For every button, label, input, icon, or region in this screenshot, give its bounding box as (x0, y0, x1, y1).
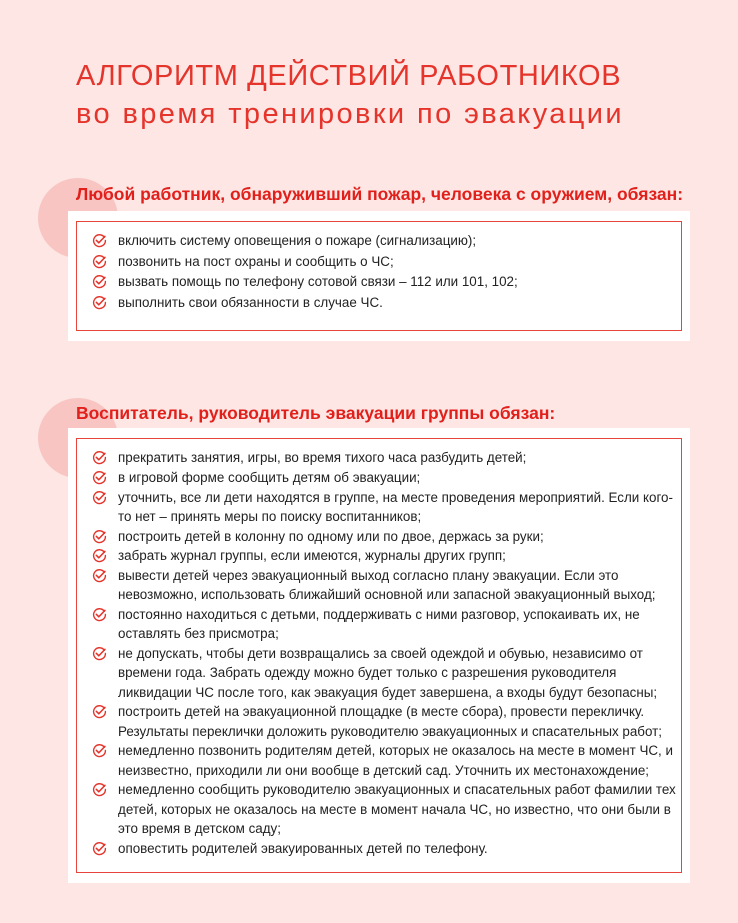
list-item (92, 644, 676, 702)
list-item-text: вызвать помощь по телефону сотовой связи – 112 или 101, 102; (118, 274, 518, 290)
check-circle-icon (92, 743, 107, 758)
section2-panel (68, 428, 690, 883)
list-item (92, 468, 676, 487)
list-item (92, 293, 676, 312)
check-circle-icon (92, 568, 107, 583)
list-item (92, 448, 676, 467)
check-circle-icon (92, 274, 107, 289)
check-circle-icon (92, 782, 107, 797)
check-circle-icon (92, 646, 107, 661)
list-item-text: построить детей в колонну по одному или по двое, держась за руки; (118, 528, 544, 544)
list-item-text: включить систему оповещения о пожаре (сигнализацию); (118, 233, 477, 248)
check-circle-icon (92, 704, 107, 719)
list-item (92, 231, 676, 250)
list-item-text: построить детей на эвакуационной площадке (в месте сбора), провести перекличку. Результаты переклички доложить руководителю эвакуационных и спасательных работ; (118, 704, 662, 739)
check-circle-icon (92, 295, 107, 310)
page-subtitle: во время тренировки по эвакуации (76, 98, 625, 130)
list-item (92, 488, 676, 526)
list-item-text: выполнить свои обязанности в случае ЧС. (118, 294, 383, 310)
section1-panel (68, 211, 690, 341)
list-item (92, 605, 676, 643)
list-item-text: уточнить, все ли дети находятся в группе, на месте проведения мероприятий. Если кого-то нет – принять меры по поиску воспитанников; (118, 489, 673, 524)
list-item (92, 272, 676, 291)
check-circle-icon (92, 254, 107, 269)
check-circle-icon (92, 470, 107, 485)
check-circle-icon (92, 607, 107, 622)
list-item (92, 839, 676, 858)
list-item-text: забрать журнал группы, если имеются, журналы других групп; (118, 548, 506, 564)
check-circle-icon (92, 233, 107, 248)
section2-list (92, 448, 676, 858)
check-circle-icon (92, 841, 107, 856)
list-item-text: прекратить занятия, игры, во время тихого часа разбудить детей; (118, 450, 527, 465)
list-item (92, 741, 676, 779)
section1-list (92, 231, 676, 313)
list-item (92, 702, 676, 740)
list-item (92, 546, 676, 565)
list-item (92, 252, 676, 271)
check-circle-icon (92, 529, 107, 544)
check-circle-icon (92, 490, 107, 505)
list-item (92, 527, 676, 546)
list-item-text: немедленно сообщить руководителю эвакуационных и спасательных работ фамилии тех детей, которых не оказалось на месте в момент начала ЧС, но известно, что они были в это время в детском саду; (118, 782, 676, 836)
list-item-text: оповестить родителей эвакуированных детей по телефону. (118, 840, 488, 856)
list-item-text: позвонить на пост охраны и сообщить о ЧС; (118, 253, 394, 269)
check-circle-icon (92, 548, 107, 563)
section2-heading: Воспитатель, руководитель эвакуации группы обязан: (76, 403, 556, 423)
list-item-text: вывести детей через эвакуационный выход согласно плану эвакуации. Если это невозможно, использовать ближайший основной или запасной эвакуационный выход; (118, 568, 656, 603)
list-item-text: немедленно позвонить родителям детей, которых не оказалось на месте в момент ЧС, и неизвестно, приходили ли они вообще в детский сад. Уточнить их местонахождение; (118, 743, 673, 778)
list-item-text: постоянно находиться с детьми, поддерживать с ними разговор, успокаивать их, не оставлять без присмотра; (118, 607, 640, 642)
list-item-text: не допускать, чтобы дети возвращались за своей одеждой и обувью, независимо от времени года. Забрать одежду можно будет только с разрешения руководителя ликвидации ЧС после того, как эвакуация будет завершена, а входы будут безопасны; (118, 646, 658, 700)
check-circle-icon (92, 450, 107, 465)
list-item-text: в игровой форме сообщить детям об эвакуации; (118, 469, 421, 485)
page-title: АЛГОРИТМ ДЕЙСТВИЙ РАБОТНИКОВ (76, 60, 622, 92)
section1-heading: Любой работник, обнаруживший пожар, человека с оружием, обязан: (76, 184, 684, 204)
list-item (92, 780, 676, 838)
list-item (92, 566, 676, 604)
